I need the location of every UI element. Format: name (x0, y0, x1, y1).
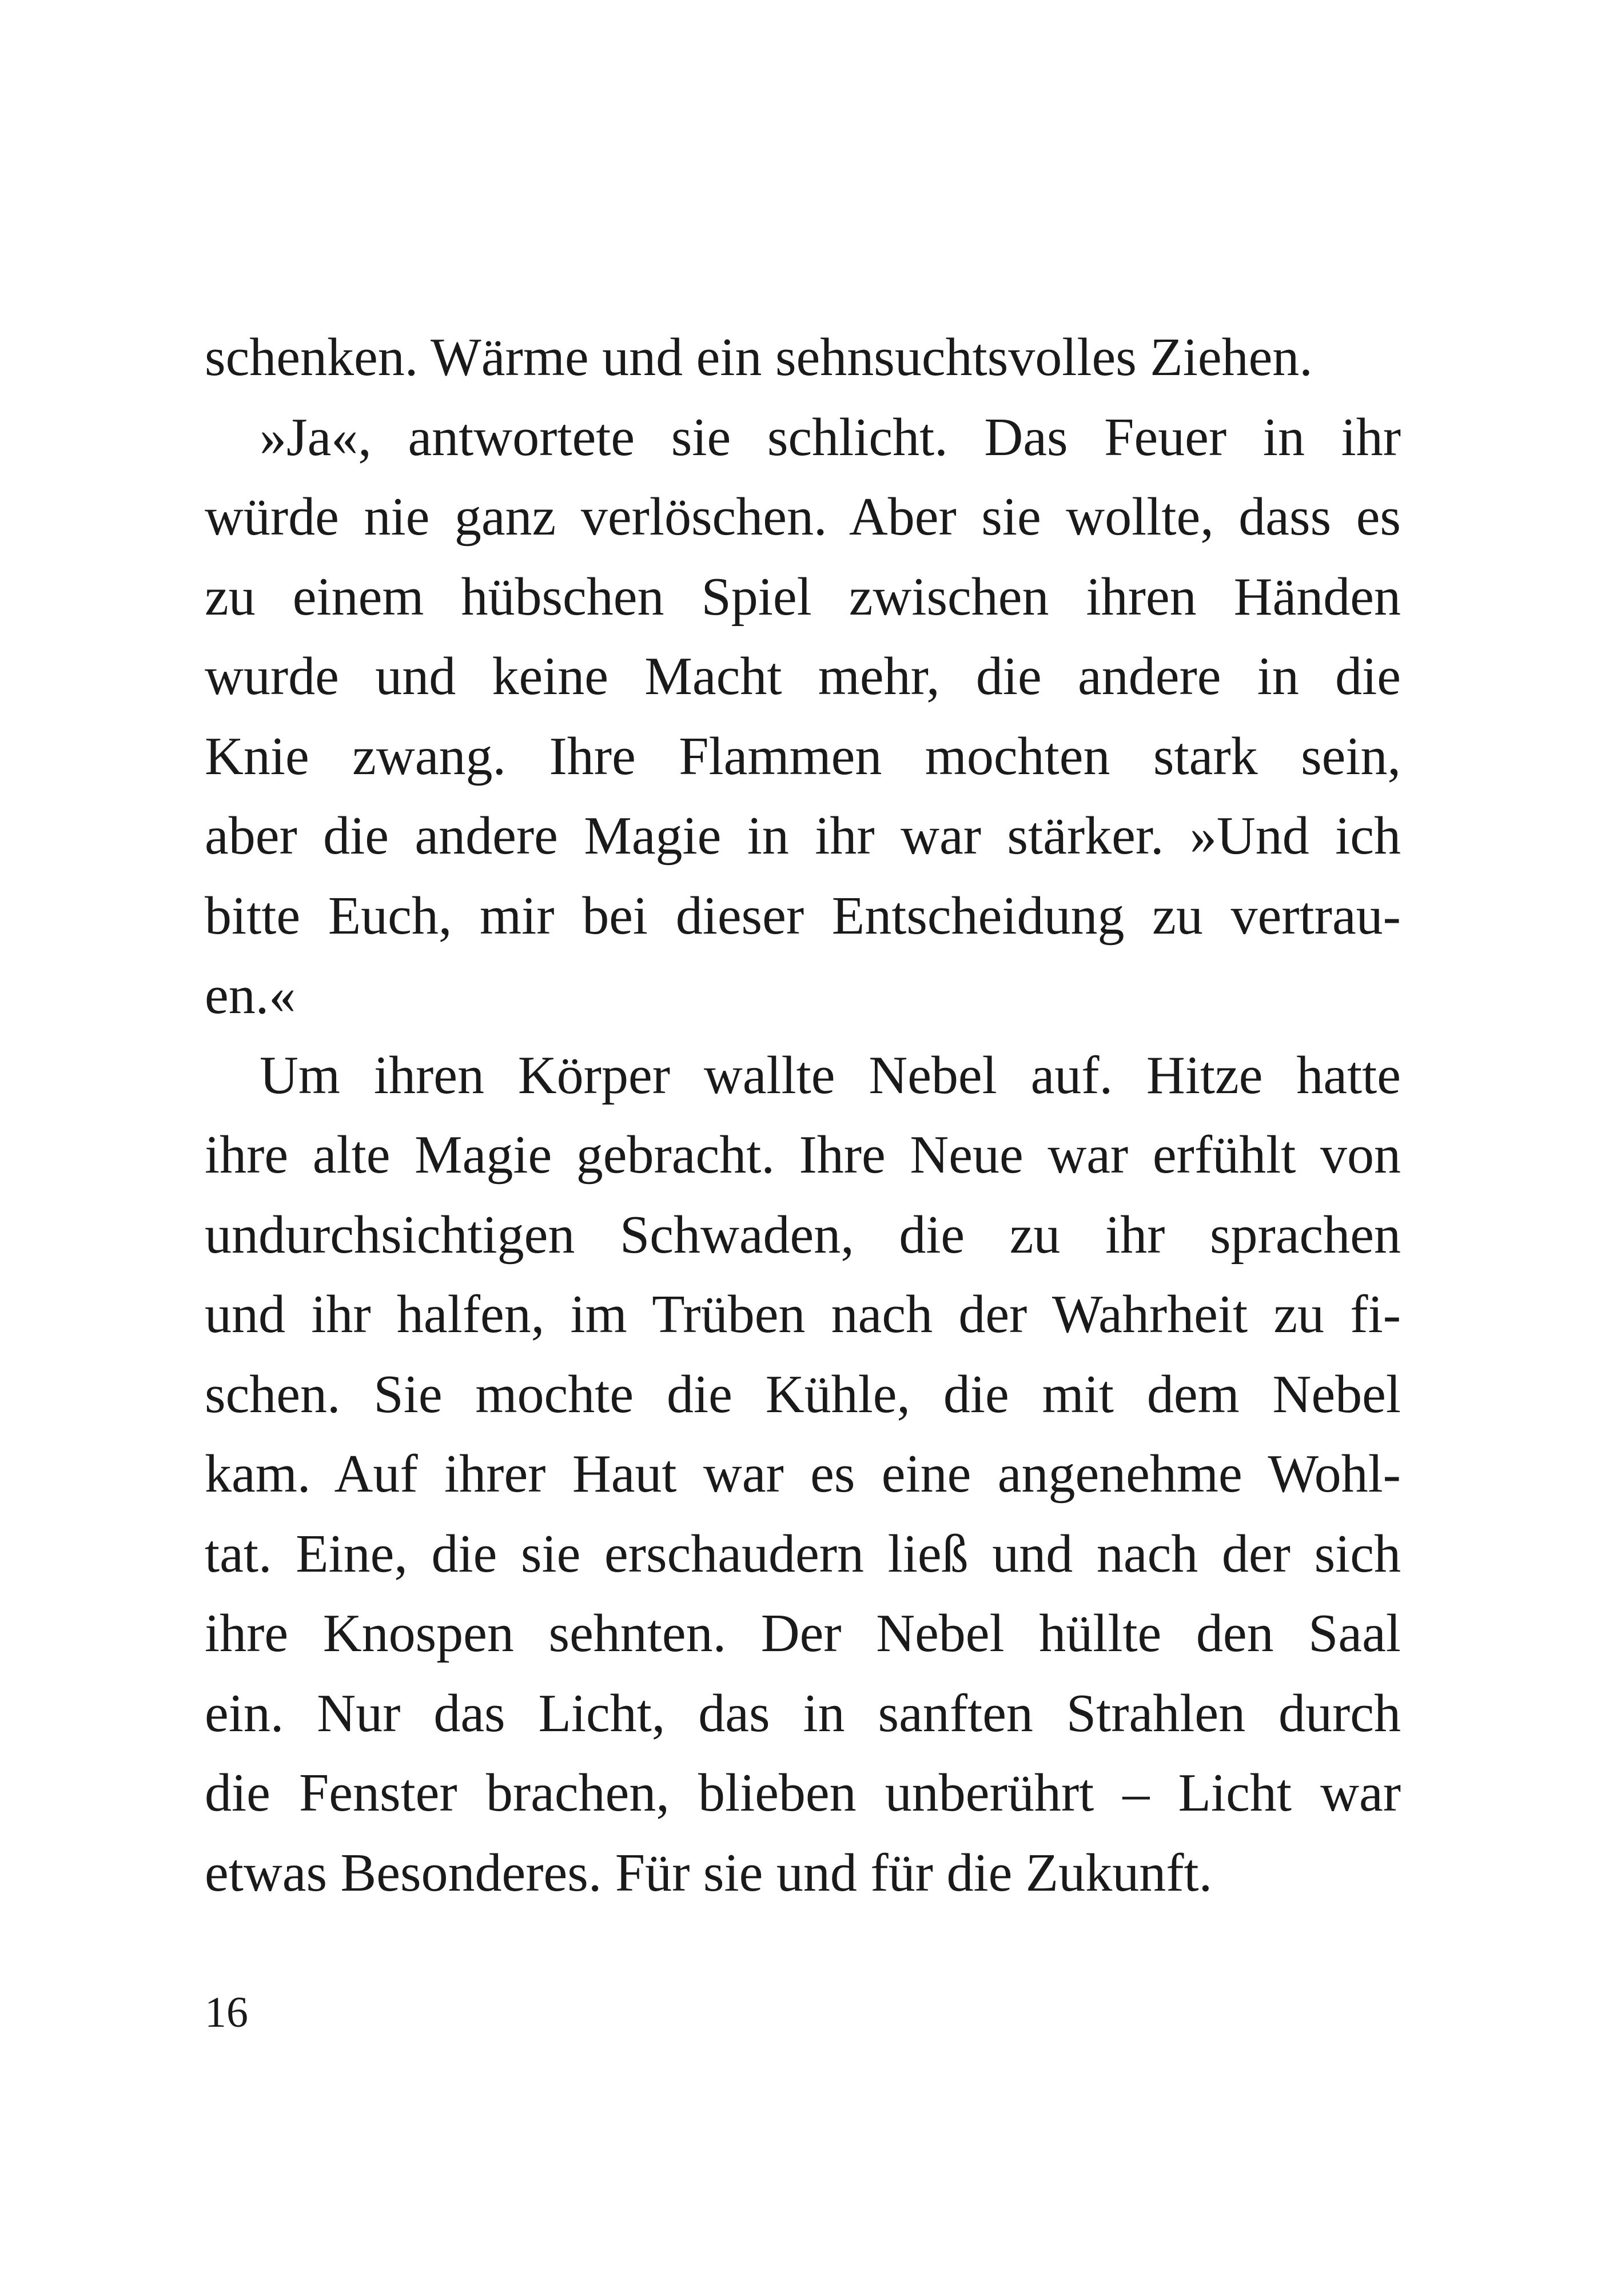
text-line: zu einem hübschen Spiel zwischen ihren Händen (205, 567, 1401, 627)
text-line: schen. Sie mochte die Kühle, die mit dem Nebel (205, 1364, 1401, 1424)
text-line: undurchsichtigen Schwaden, die zu ihr sprachen (205, 1205, 1401, 1265)
text-line: ihre alte Magie gebracht. Ihre Neue war erfühlt von (205, 1125, 1401, 1185)
text-line: und ihr halfen, im Trüben nach der Wahrheit zu fi- (205, 1285, 1401, 1344)
text-line: tat. Eine, die sie erschaudern ließ und nach der sich (205, 1524, 1401, 1584)
text-line: ein. Nur das Licht, das in sanften Strahlen durch (205, 1683, 1401, 1743)
text-line: aber die andere Magie in ihr war stärker. »Und ich (205, 806, 1401, 866)
text-line: en.« (205, 966, 296, 1025)
text-line: etwas Besonderes. Für sie und für die Zukunft. (205, 1843, 1213, 1903)
page-number: 16 (205, 1988, 248, 2036)
text-line: bitte Euch, mir bei dieser Entscheidung zu vertrau- (205, 886, 1401, 946)
text-line: wurde und keine Macht mehr, die andere in die (205, 647, 1401, 706)
text-line: Knie zwang. Ihre Flammen mochten stark sein, (205, 726, 1401, 786)
text-line: schenken. Wärme und ein sehnsuchtsvolles Ziehen. (205, 328, 1313, 387)
text-line: würde nie ganz verlöschen. Aber sie wollte, dass es (205, 487, 1401, 547)
text-line: Um ihren Körper wallte Nebel auf. Hitze hatte (260, 1045, 1401, 1105)
text-line: ihre Knospen sehnten. Der Nebel hüllte den Saal (205, 1604, 1401, 1663)
body-text (205, 318, 1401, 1913)
text-line: »Ja«, antwortete sie schlicht. Das Feuer in ihr (260, 407, 1401, 467)
text-line: die Fenster brachen, blieben unberührt – Licht war (205, 1763, 1401, 1823)
text-line: kam. Auf ihrer Haut war es eine angenehme Wohl- (205, 1444, 1401, 1504)
